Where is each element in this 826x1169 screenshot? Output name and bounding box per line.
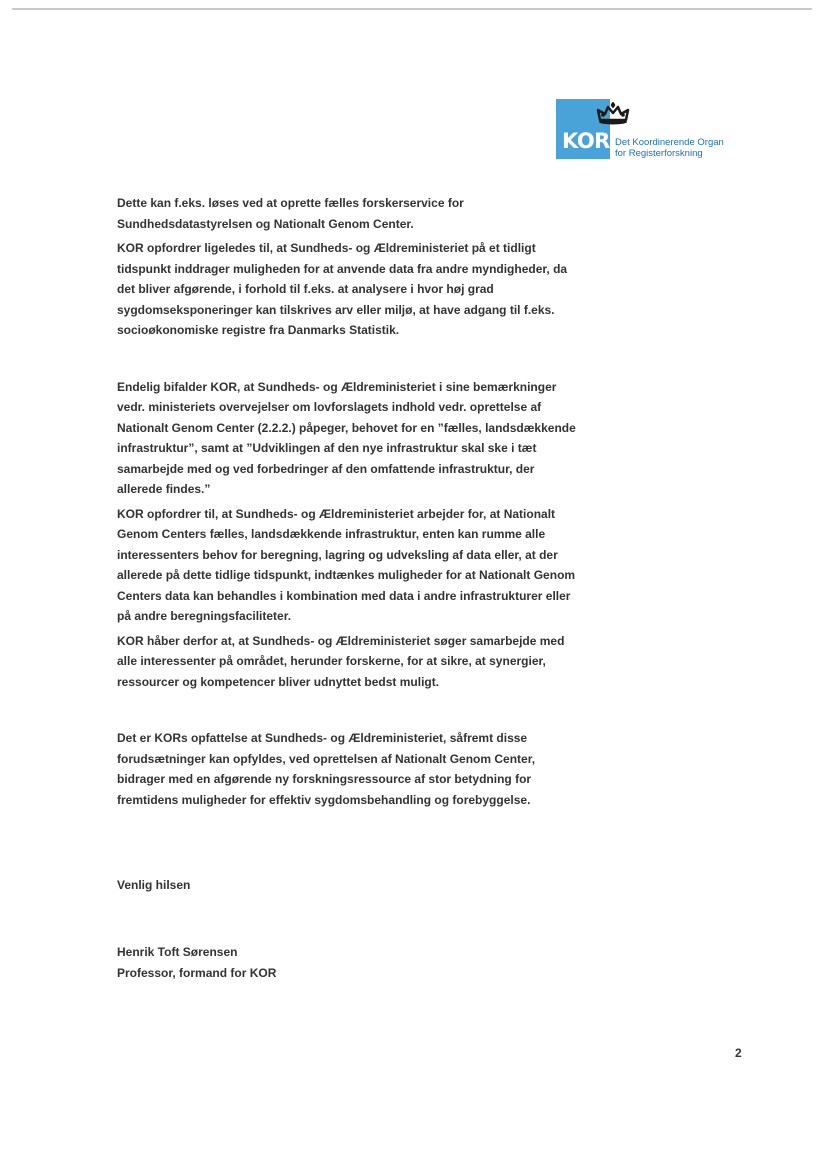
paragraph: Det er KORs opfattelse at Sundheds- og Ældreministeriet, såfremt disse forudsætninger kan opfyldes, ved oprettelsen af Nationalt Genom Center, bidrager med en afgørende ny forskningsressource af stor betydning for fremtidens muligheder for effektiv sygdomsbehandling og forebyggelse. — [117, 731, 536, 807]
logo-tagline-line1: Det Koordinerende Organ — [615, 137, 724, 148]
signer-title: Professor, formand for KOR — [117, 966, 277, 980]
paragraph: Endelig bifalder KOR, at Sundheds- og Ældreministeriet i sine bemærkninger vedr. ministeriets overvejelser om lovforslagets indhold vedr. oprettelse af Nationalt Genom Center (2.2.2.) påpeger, behovet for en ”fælles, landsdækkende infrastruktur”, samt at ”Udviklingen af den nye infrastruktur skal ske i tæt samarbejde med og ved forbedringer af den omfattende infrastruktur, der allerede findes.” — [117, 379, 576, 496]
crown-icon — [592, 101, 634, 125]
page-number: 2 — [735, 1046, 742, 1060]
logo-tagline-line2: for Registerforskning — [615, 148, 703, 159]
letter-body — [117, 193, 577, 810]
kor-logo — [556, 99, 756, 179]
closing-greeting: Venlig hilsen — [117, 878, 191, 892]
paragraph: KOR håber derfor at, at Sundheds- og Ældreministeriet søger samarbejde med alle interessenter på området, herunder forskerne, for at sikre, at synergier, ressourcer og kompetencer bliver udnyttet bedst muligt. — [117, 633, 565, 689]
logo-tagline — [615, 137, 755, 159]
signature-block — [117, 942, 276, 984]
signer-name: Henrik Toft Sørensen — [117, 945, 238, 959]
paragraph: KOR opfordrer ligeledes til, at Sundheds- og Ældreministeriet på et tidligt tidspunkt inddrager muligheden for at anvende data fra andre myndigheder, da det bliver afgørende, i forhold til f.eks. at analysere i hvor høj grad sygdomseksponeringer kan tilskrives arv eller miljø, at have adgang til f.eks. socioøkonomiske registre fra Danmarks Statistik. — [117, 241, 568, 337]
paragraph: KOR opfordrer til, at Sundheds- og Ældreministeriet arbejder for, at Nationalt Genom Centers fælles, landsdækkende infrastruktur, enten kan rumme alle interessenters behov for beregning, lagring og udveksling af data eller, at der allerede på dette tidlige tidspunkt, indtænkes muligheder for at Nationalt Genom Centers data kan behandles i kombination med data i andre infrastrukturer eller på andre beregningsfaciliteter. — [117, 506, 576, 623]
paragraph: Dette kan f.eks. løses ved at oprette fælles forskerservice for Sundhedsdatastyrelsen og Nationalt Genom Center. — [117, 196, 464, 231]
logo-text: KOR — [562, 129, 610, 153]
scan-edge-line — [12, 8, 812, 10]
